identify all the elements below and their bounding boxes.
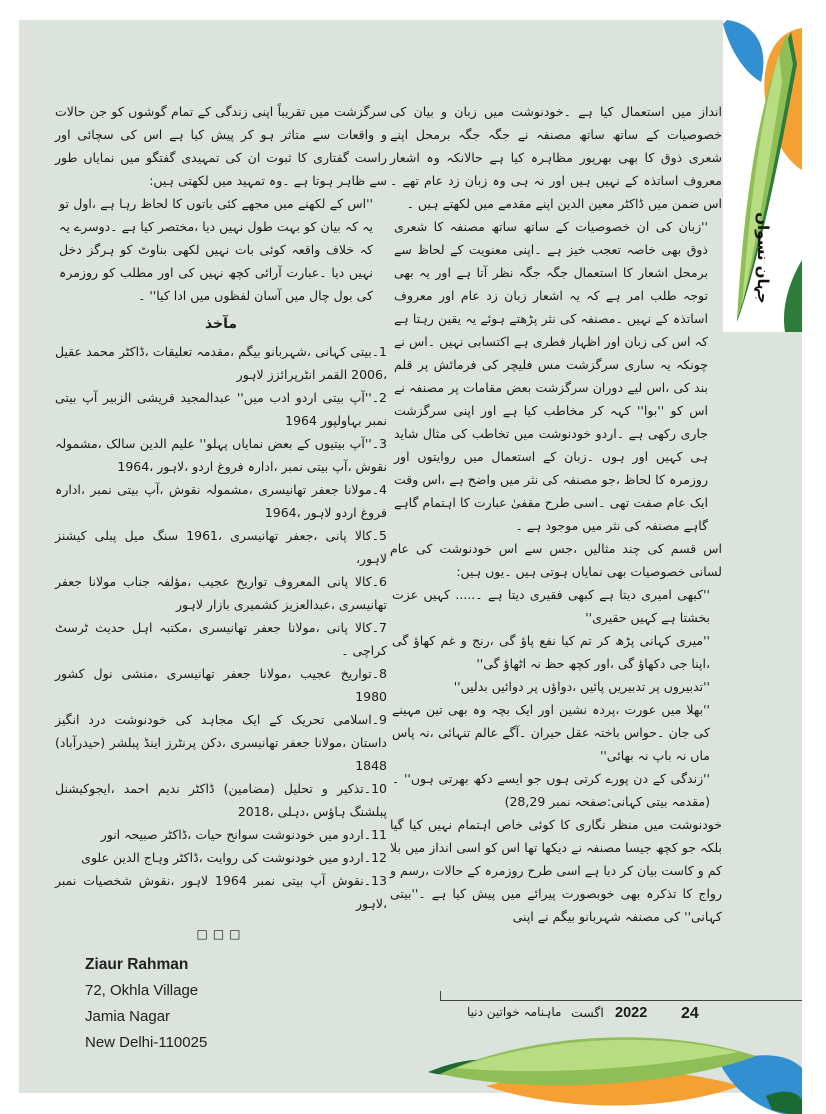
reference-item: 8۔تواریخ عجیب ،مولانا جعفر تھانیسری ،منشی نول کشور 1980	[55, 666, 387, 704]
article-column-right	[390, 100, 722, 928]
footer-year: 2022	[615, 1005, 648, 1021]
leaf-ornament-bottom-icon	[422, 1022, 802, 1114]
paragraph: سرگزشت میں تقریباً اپنی زندگی کے تمام گوشوں کو جن حالات و واقعات سے متاثر ہو کر پیش کیا ہے اس کی سچائی اور راست گفتاری کا ثبوت ان کی تمہیدی گفتگو میں نمایاں طور سے ظاہر ہوتا ہے ۔وہ تمہید میں لکھتی ہیں:	[55, 104, 387, 188]
example-quote: ''بھلا میں عورت ،پردہ نشین اور ایک بچہ وہ بھی تین مہینے کی جان ۔حواس باختہ عقل حیران ۔آگے عالم تنہائی ،نہ پاس ماں نہ باپ نہ بھائی''	[392, 702, 710, 763]
reference-item: 3۔''آپ بیتیوں کے بعض نمایاں پہلو'' علیم الدین سالک ،مشمولہ نقوش ،آپ بیتی نمبر ،ادارہ فروغ اردو ،لاہور ،1964	[55, 436, 387, 474]
example-quote	[390, 767, 722, 813]
masthead-title-text: جہان نسواں	[753, 212, 772, 304]
paragraph: انداز میں استعمال کیا ہے ۔خودنوشت میں زبان و بیان کی خصوصیات کے ساتھ ساتھ مصنفہ نے جگہ جگہ برمحل اپنے شعری ذوق کا بھی بھرپور مظاہرہ کیا ہے حالانکہ وہ اشعار معروف اساتذہ کے نہیں ہیں اور نہ ہی وہ زبان زد عام تھے ۔اس ضمن میں ڈاکٹر معین الدین اپنے مقدمے میں لکھتے ہیں ۔	[390, 104, 722, 211]
reference-item: 11۔اردو میں خودنوشت سوانح حیات ،ڈاکٹر صبیحہ انور	[100, 827, 387, 842]
reference-item: 7۔کالا پانی ،مولانا جعفر تھانیسری ،مکتبہ اہل حدیث ٹرسٹ کراچی ۔	[55, 620, 387, 658]
sources-heading: مآخذ	[204, 316, 238, 332]
reference-item: 13۔نقوش آپ بیتی نمبر 1964 لاہور ،نقوش شخصیات نمبر ،لاہور	[55, 873, 388, 911]
footer-rule	[440, 1000, 802, 1001]
author-address-block	[85, 952, 387, 1056]
footer-page-number: 24	[681, 1005, 699, 1022]
reference-item: 6۔کالا پانی المعروف تواریخ عجیب ،مؤلفہ جناب مولانا جعفر تھانیسری ،عبدالعزیز کشمیری بازار لاہور	[55, 574, 387, 612]
example-quote: ''تدبیروں پر تدبیریں پائیں ،دواؤں پر دوائیں بدلیں''	[453, 679, 710, 694]
article-column-left	[55, 100, 387, 1056]
author-address-line: 72, Okhla Village	[85, 982, 199, 999]
masthead-corner-box	[723, 20, 802, 332]
reference-item: 12۔اردو میں خودنوشت کی روایت ،ڈاکٹر وہاج الدین علوی	[81, 850, 387, 865]
reference-item: 4۔مولانا جعفر تھانیسری ،مشمولہ نقوش ،آپ بیتی نمبر ،ادارہ فروغ اردو لاہور ،1964	[55, 482, 387, 520]
citation: (مقدمہ بیتی کہانی:صفحہ نمبر 28,29)	[504, 794, 710, 809]
author-address-line: New Delhi-110025	[85, 1034, 208, 1051]
reference-item: 2۔''آپ بیتی اردو ادب میں'' عبدالمجید قریشی الزبیر آپ بیتی نمبر بہاولپور 1964	[55, 390, 387, 428]
masthead-vertical-title	[723, 188, 802, 328]
example-quote: ''کبھی امیری دیتا ہے کبھی فقیری دیتا ہے ۔..... کہیں عزت بخشتا ہے کہیں حقیری''	[392, 587, 710, 625]
reference-item: 5۔کالا پانی ،جعفر تھانیسری ،1961 سنگ میل پبلی کیشنز لاہور،	[55, 528, 387, 566]
reference-item: 9۔اسلامی تحریک کے ایک مجاہد کی خودنوشت درد انگیز داستان ،مولانا جعفر تھانیسری ،دکن پرنٹرز اینڈ پبلشر (حیدرآباد) 1848	[55, 712, 387, 773]
footer-magazine-name: ماہنامہ خواتین دنیا	[467, 1005, 562, 1019]
block-quote: ''زبان کی ان خصوصیات کے ساتھ ساتھ مصنفہ کا شعری ذوق بھی خاصہ تعجب خیز ہے ۔اپنی معنویت کے لحاظ سے برمحل اشعار کا استعمال جگہ جگہ نظر آتا ہے اور یہ بھی توجہ طلب امر ہے کہ یہ اشعار زبان زد عام اور معروف اساتذہ کے نہیں ۔مصنفہ کی نثر پڑھتے ہوئے یہ یقین رہتا ہے کہ اس کی زبان اور اظہار فطری ہے اکتسابی نہیں ۔اس نے چونکہ یہ ساری سرگزشت مس فلیچر کی فرمائش پر قلم بند کی ،اس لیے دوران سرگزشت بعض مقامات پر مصنفہ نے اس کو ''بوا'' کہہ کر مخاطب کیا ہے اور اپنی سرگزشت جاری رکھی ہے ۔اردو خودنوشت میں تخاطب کی مثال شاید ہی کہیں اور ہوں ۔زبان کے استعمال میں روایتوں اور روزمرہ کا لحاظ ،جو مصنفہ کی نثر میں واضح ہے ،اس وقت ایک عام صفت تھی ۔اسی طرح مقفیٰ عبارت کا اہتمام گاہے گاہے مصنفہ کی نثر میں موجود ہے ۔	[394, 219, 708, 533]
paragraph: اس قسم کی چند مثالیں ،جس سے اس خودنوشت کی عام لسانی خصوصیات بھی نمایاں ہوتی ہیں ۔یوں ہیں:	[390, 541, 722, 579]
footer-month: اگست	[571, 1005, 604, 1020]
quote-text: ''زندگی کے دن پورے کرتی ہوں جو ایسے دکھ بھرتی ہوں'' ۔	[392, 771, 710, 786]
author-name: Ziaur Rahman	[85, 956, 189, 973]
block-quote: ''اس کے لکھنے میں مجھے کئی باتوں کا لحاظ رہا ہے ،اول تو یہ کہ بیان کو بہت طول نہیں دیا ،مختصر کیا ہے ۔دوسرے یہ کہ خلاف واقعہ کوئی بات نہیں لکھی بناوٹ کو ہرگز دخل نہیں دیا ۔عبارت آرائی کچھ نہیں کی اور مطلب کو روزمرہ کی بول چال میں آسان لفظوں میں ادا کیا'' ۔	[59, 196, 373, 303]
reference-item: 1۔بیتی کہانی ،شہربانو بیگم ،مقدمہ تعلیقات ،ڈاکٹر محمد عقیل ،2006 القمر انٹرپرائزز لاہور	[55, 344, 387, 382]
author-address-line: Jamia Nagar	[85, 1008, 171, 1025]
paragraph: خودنوشت میں منظر نگاری کا کوئی خاص اہتمام نہیں کیا گیا بلکہ جو کچھ جیسا مصنفہ نے دیکھا تھا اس کو اسی انداز میں بلا کم و کاست بیان کر دیا ہے اسی طرح روزمرہ کے حالات ،رسم و رواج کا تذکرہ بھی خوبصورت پیرائے میں پیش کیا ہے ۔''بیتی کہانی'' کی مصنفہ شہربانو بیگم نے اپنی	[390, 817, 722, 924]
reference-item: 10۔تذکیر و تحلیل (مضامین) ڈاکٹر ندیم احمد ،ایجوکیشنل پبلشنگ ہاؤس ،دہلی ،2018	[55, 781, 387, 819]
magazine-page	[19, 20, 802, 1093]
end-of-article-marker: □□□	[196, 927, 246, 941]
example-quote: ''میری کہانی پڑھ کر تم کیا نفع پاؤ گی ،رنج و غم کھاؤ گی ،اپنا جی دکھاؤ گی ،اور کچھ حظ نہ اٹھاؤ گی''	[392, 633, 710, 671]
